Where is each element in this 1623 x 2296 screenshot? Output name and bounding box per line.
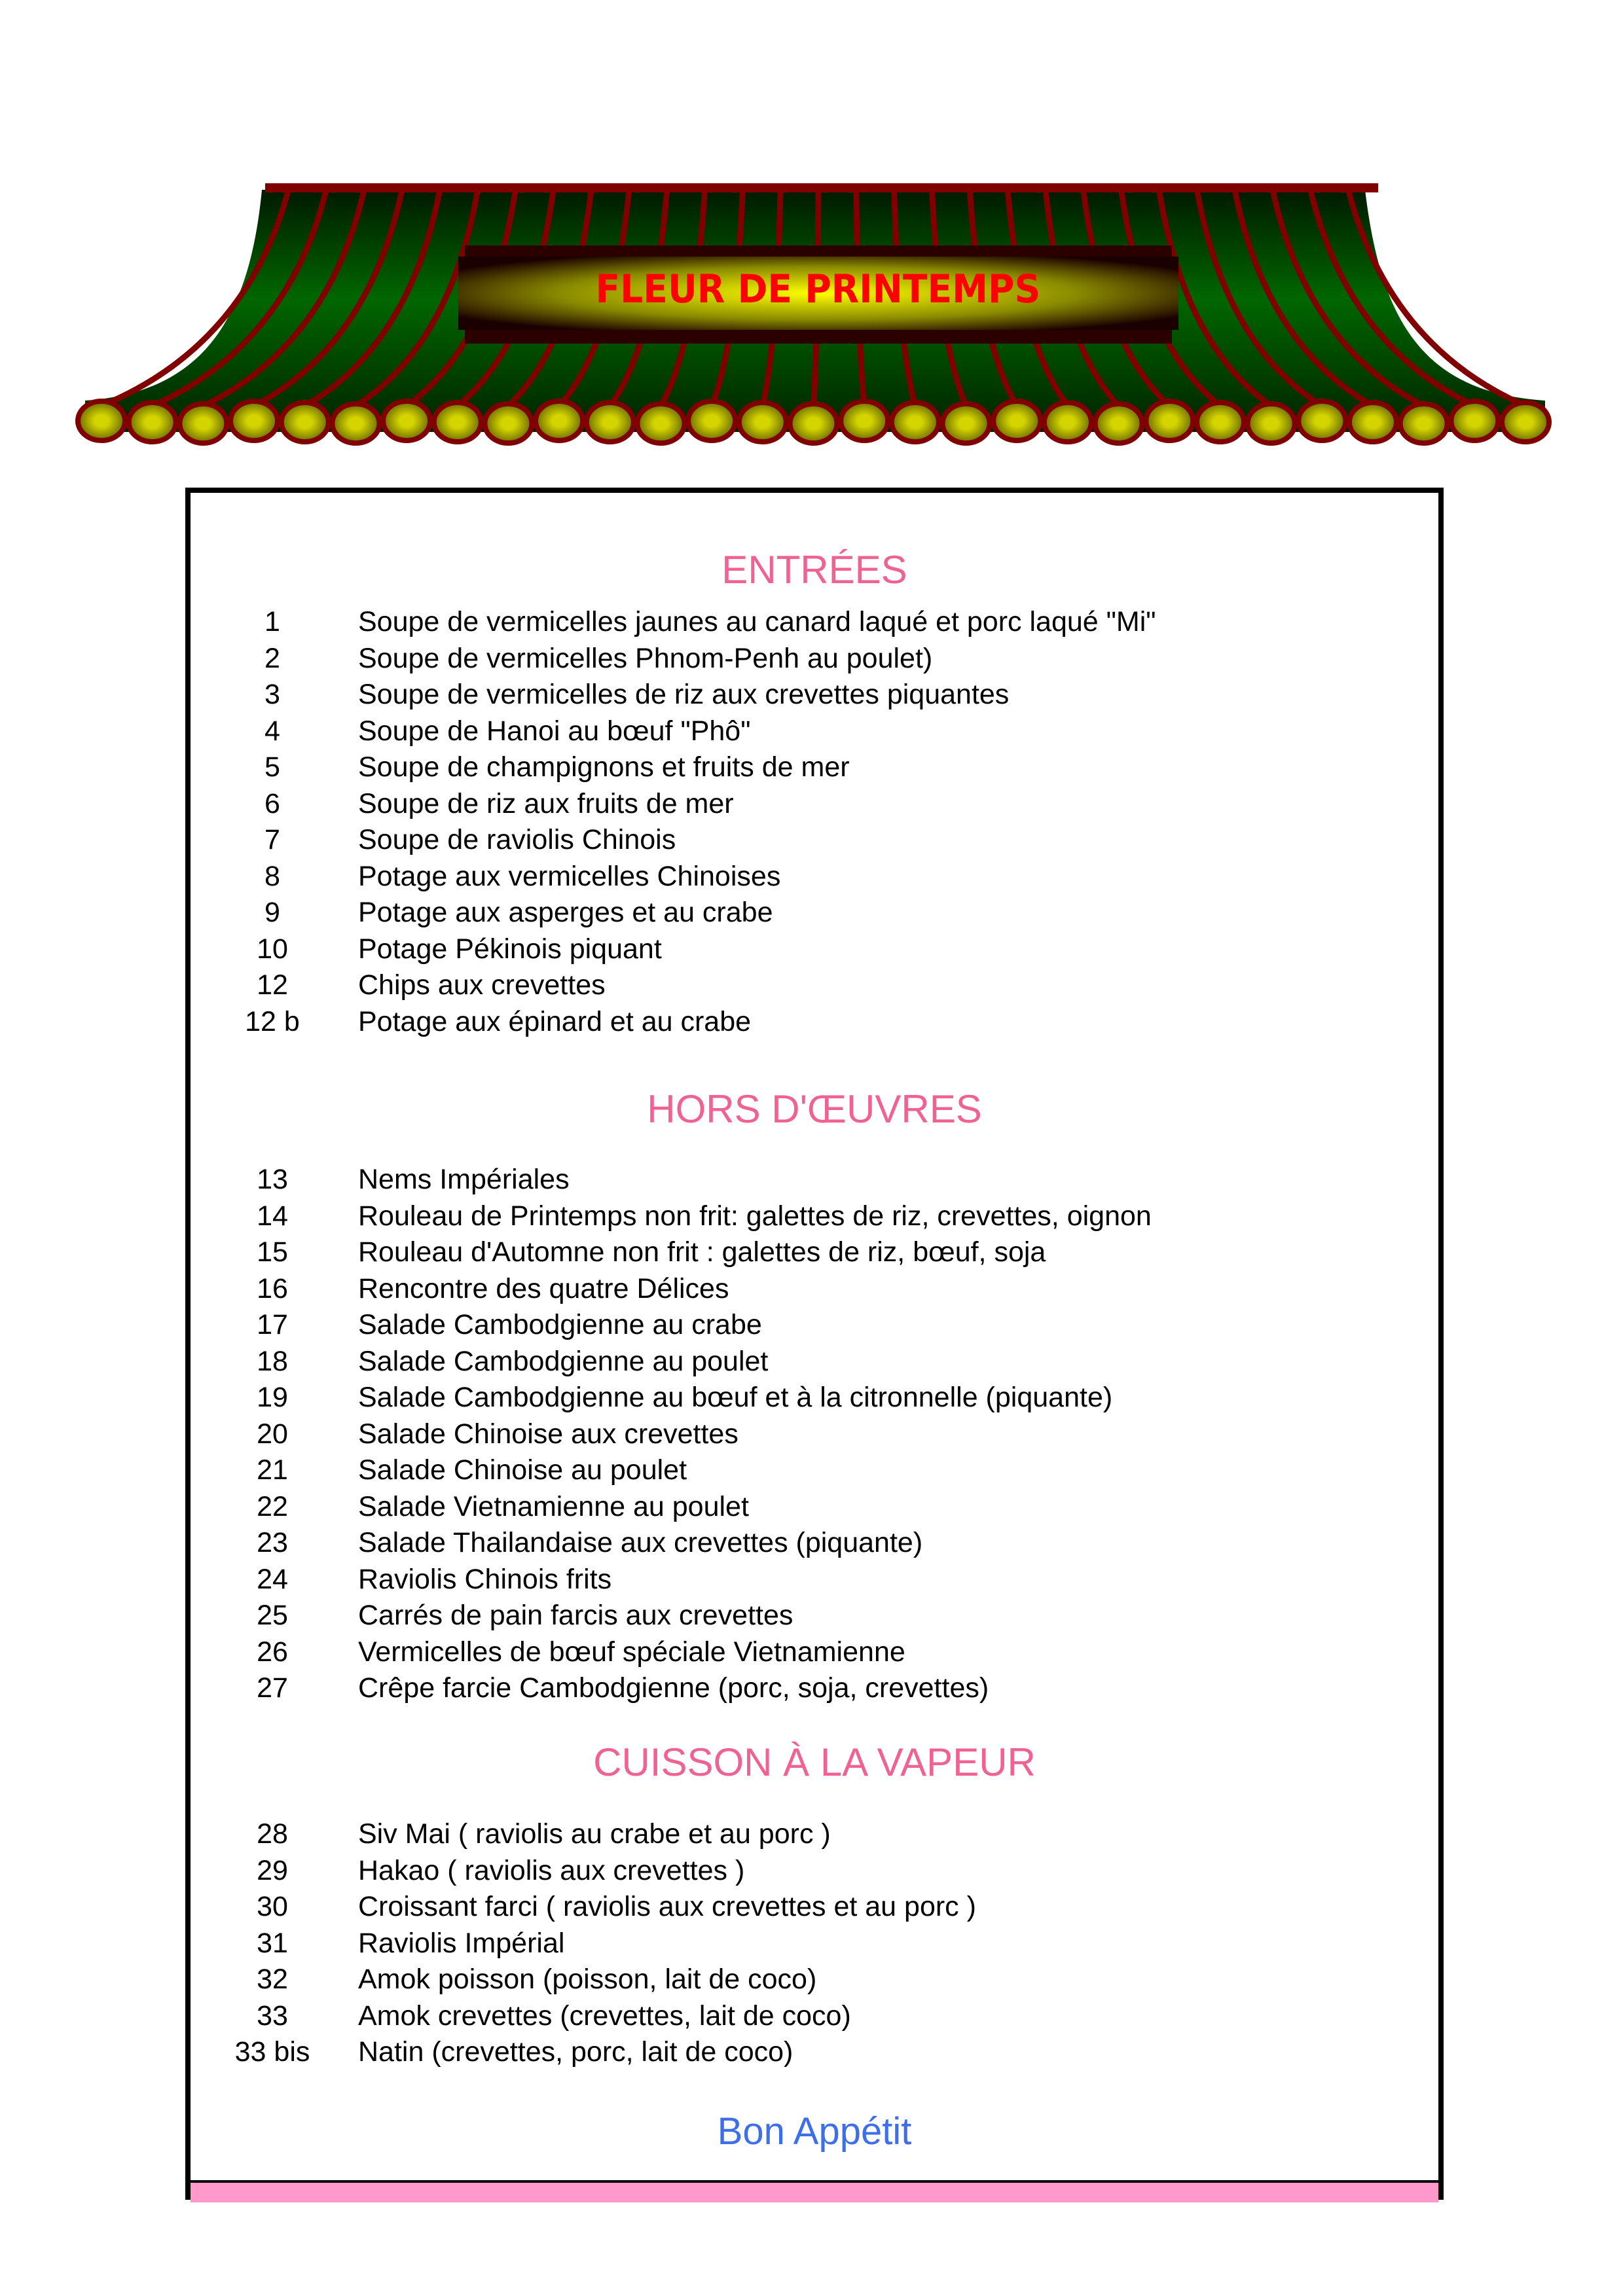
menu-item	[191, 1004, 1438, 1041]
item-name: Soupe de raviolis Chinois	[358, 824, 676, 855]
item-name: Croissant farci ( raviolis aux crevettes et au porc )	[358, 1891, 976, 1922]
item-number: 33 bis	[234, 2036, 310, 2068]
item-number: 4	[264, 715, 280, 747]
menu-item	[191, 1489, 1438, 1526]
item-name: Soupe de champignons et fruits de mer	[358, 751, 850, 783]
menu-item	[191, 1271, 1438, 1308]
menu-item	[191, 1380, 1438, 1416]
roof-top-bar	[265, 183, 1378, 192]
menu-item	[191, 967, 1438, 1004]
cuisson-vapeur-list	[191, 1816, 1438, 2071]
item-name: Soupe de riz aux fruits de mer	[358, 787, 734, 819]
menu-frame	[185, 488, 1444, 2200]
roof-bead	[587, 403, 634, 442]
item-name: Salade Chinoise au poulet	[358, 1454, 687, 1486]
item-number: 3	[264, 679, 280, 710]
menu-item	[191, 1816, 1438, 1853]
entrees-list	[191, 604, 1438, 1040]
item-name: Potage aux vermicelles Chinoises	[358, 860, 781, 892]
roof-bead	[1502, 403, 1549, 442]
item-number: 32	[257, 1964, 288, 1995]
menu-item	[191, 641, 1438, 677]
item-name: Vermicelles de bœuf spéciale Vietnamienne	[358, 1636, 905, 1668]
item-number: 2	[264, 642, 280, 674]
item-number: 12	[257, 969, 288, 1001]
menu-item	[191, 1307, 1438, 1344]
item-name: Amok poisson (poisson, lait de coco)	[358, 1964, 817, 1995]
item-number: 17	[257, 1309, 288, 1340]
roof-bead	[892, 403, 939, 442]
roof-bead	[536, 401, 583, 440]
item-name: Salade Thailandaise aux crevettes (piquante)	[358, 1527, 923, 1558]
item-name: Soupe de Hanoi au bœuf "Phô"	[358, 715, 751, 747]
menu-item	[191, 1234, 1438, 1271]
item-name: Natin (crevettes, porc, lait de coco)	[358, 2036, 793, 2068]
item-name: Amok crevettes (crevettes, lait de coco)	[358, 2000, 851, 2032]
menu-item	[191, 1162, 1438, 1198]
roof-bead	[1197, 403, 1244, 442]
item-number: 13	[257, 1164, 288, 1195]
item-number: 12 b	[245, 1005, 300, 1037]
item-number: 28	[257, 1818, 288, 1850]
roof-bead	[1044, 403, 1091, 442]
roof-beads	[78, 401, 1549, 443]
item-number: 22	[257, 1490, 288, 1522]
menu-item	[191, 1670, 1438, 1707]
item-number: 15	[257, 1236, 288, 1268]
roof-bead	[841, 401, 888, 440]
roof-bead	[993, 401, 1040, 440]
menu-item	[191, 786, 1438, 823]
menu-item	[191, 1562, 1438, 1598]
menu-item	[191, 931, 1438, 968]
menu-item	[191, 1598, 1438, 1634]
item-number: 16	[257, 1272, 288, 1304]
menu-item	[191, 1926, 1438, 1962]
roof-bead	[129, 403, 176, 442]
menu-item	[191, 2034, 1438, 2071]
item-number: 8	[264, 860, 280, 892]
item-number: 1	[264, 606, 280, 637]
item-name: Siv Mai ( raviolis au crabe et au porc )	[358, 1818, 831, 1850]
item-name: Raviolis Impérial	[358, 1927, 565, 1959]
roof-bead	[484, 404, 532, 443]
roof-bead	[1095, 404, 1142, 443]
roof-bead	[739, 403, 786, 442]
item-name: Potage aux asperges et au crabe	[358, 897, 773, 928]
roof-bead	[1400, 404, 1448, 443]
roof-bead	[179, 404, 227, 443]
roof-bead	[383, 401, 430, 440]
menu-item	[191, 1344, 1438, 1380]
item-name: Salade Cambodgienne au bœuf et à la citronnelle (piquante)	[358, 1382, 1113, 1413]
item-number: 24	[257, 1563, 288, 1595]
menu-item	[191, 1998, 1438, 2035]
menu-item	[191, 677, 1438, 713]
menu-item	[191, 1198, 1438, 1235]
roof-bead	[1451, 401, 1498, 440]
item-name: Potage Pékinois piquant	[358, 933, 662, 965]
roof-bead	[434, 403, 481, 442]
item-name: Salade Cambodgienne au poulet	[358, 1345, 769, 1377]
menu-item	[191, 1889, 1438, 1926]
section-title-entrees: ENTRÉES	[721, 548, 907, 592]
menu-item	[191, 713, 1438, 750]
item-name: Soupe de vermicelles jaunes au canard laqué et porc laqué "Mi"	[358, 606, 1156, 637]
roof-bead	[1146, 401, 1193, 440]
item-number: 6	[264, 787, 280, 819]
item-number: 5	[264, 751, 280, 783]
menu-item	[191, 859, 1438, 895]
menu-item	[191, 604, 1438, 641]
item-number: 29	[257, 1854, 288, 1886]
menu-item	[191, 895, 1438, 931]
pagoda-roof-banner	[0, 0, 1623, 471]
roof-bead	[637, 404, 684, 443]
item-name: Raviolis Chinois frits	[358, 1563, 612, 1595]
menu-item	[191, 1525, 1438, 1562]
roof-bead	[1298, 401, 1345, 440]
restaurant-title: FLEUR DE PRINTEMPS	[595, 265, 1041, 312]
item-name: Salade Cambodgienne au crabe	[358, 1309, 762, 1340]
section-title-hors-doeuvres: HORS D'ŒUVRES	[647, 1087, 982, 1131]
item-name: Potage aux épinard et au crabe	[358, 1005, 752, 1037]
item-number: 23	[257, 1527, 288, 1558]
item-number: 27	[257, 1672, 288, 1704]
menu-item	[191, 1416, 1438, 1453]
item-name: Salade Chinoise aux crevettes	[358, 1418, 739, 1450]
item-name: Chips aux crevettes	[358, 969, 606, 1001]
item-name: Soupe de vermicelles de riz aux crevettes piquantes	[358, 679, 1010, 710]
item-name: Rencontre des quatre Délices	[358, 1272, 729, 1304]
menu-item	[191, 1853, 1438, 1890]
roof-bead	[282, 403, 329, 442]
item-number: 26	[257, 1636, 288, 1668]
footer-bon-appetit: Bon Appétit	[717, 2110, 912, 2153]
roof-bead	[332, 404, 379, 443]
item-number: 31	[257, 1927, 288, 1959]
section-title-cuisson-vapeur: CUISSON À LA VAPEUR	[593, 1740, 1036, 1784]
hors-doeuvres-list	[191, 1162, 1438, 1707]
footer-pink-bar	[191, 2180, 1438, 2202]
item-number: 9	[264, 897, 280, 928]
item-name: Rouleau de Printemps non frit: galettes de riz, crevettes, oignon	[358, 1200, 1152, 1232]
title-sign	[458, 245, 1178, 344]
roof-bead	[943, 404, 990, 443]
item-number: 30	[257, 1891, 288, 1922]
roof-bead	[688, 401, 735, 440]
menu-item	[191, 1452, 1438, 1489]
item-name: Carrés de pain farcis aux crevettes	[358, 1600, 793, 1631]
item-number: 25	[257, 1600, 288, 1631]
menu-item	[191, 822, 1438, 859]
item-number: 10	[257, 933, 288, 965]
roof-bead	[78, 401, 125, 440]
item-number: 20	[257, 1418, 288, 1450]
roof-bead	[1248, 404, 1295, 443]
item-number: 21	[257, 1454, 288, 1486]
item-name: Hakao ( raviolis aux crevettes )	[358, 1854, 745, 1886]
item-name: Crêpe farcie Cambodgienne (porc, soja, crevettes)	[358, 1672, 989, 1704]
menu-item	[191, 1962, 1438, 1998]
item-number: 19	[257, 1382, 288, 1413]
item-number: 7	[264, 824, 280, 855]
item-name: Salade Vietnamienne au poulet	[358, 1490, 749, 1522]
item-name: Nems Impériales	[358, 1164, 570, 1195]
roof-bead	[230, 401, 278, 440]
menu-item	[191, 1634, 1438, 1671]
item-number: 14	[257, 1200, 288, 1232]
roof-bead	[1349, 403, 1396, 442]
item-number: 18	[257, 1345, 288, 1377]
item-number: 33	[257, 2000, 288, 2032]
roof-bead	[790, 404, 837, 443]
menu-item	[191, 749, 1438, 786]
item-name: Soupe de vermicelles Phnom-Penh au poulet)	[358, 642, 933, 674]
item-name: Rouleau d'Automne non frit : galettes de riz, bœuf, soja	[358, 1236, 1046, 1268]
